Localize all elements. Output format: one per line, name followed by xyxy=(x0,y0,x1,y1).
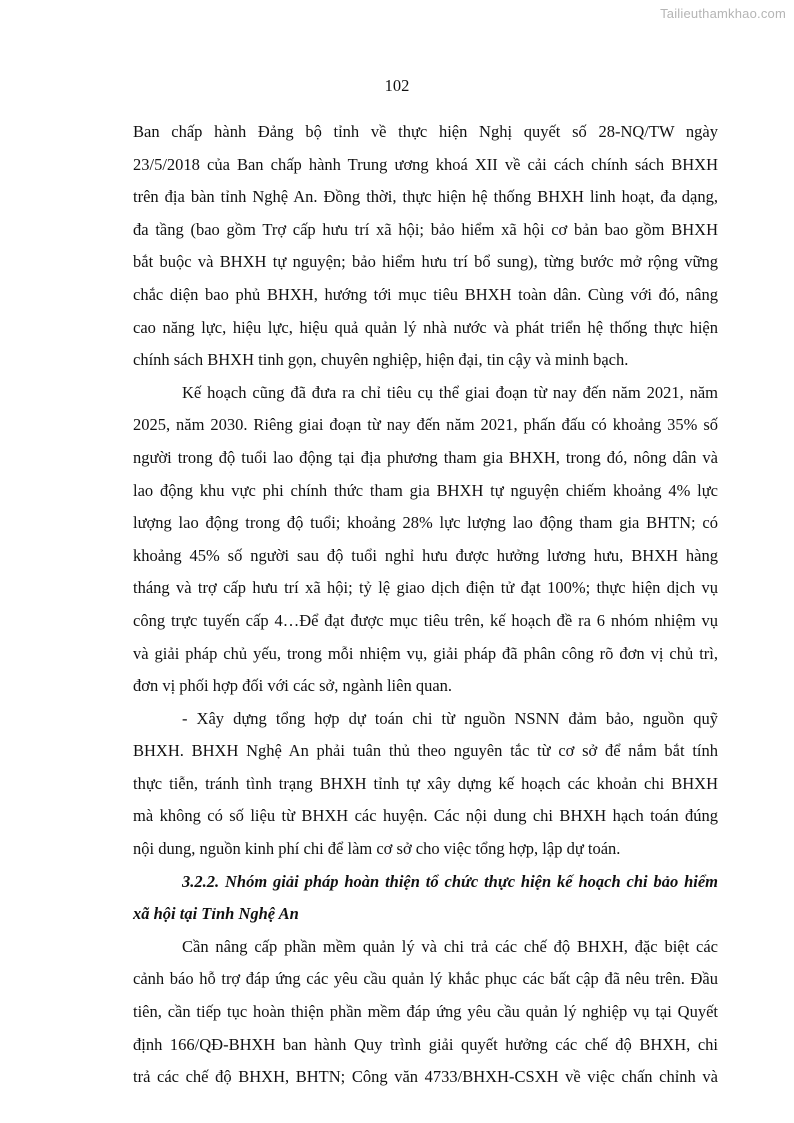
text-line: chắc diện bao phủ BHXH, hướng tới mục tiêu BHXH toàn dân. Cùng với đó, nâng xyxy=(133,284,718,304)
paragraph xyxy=(133,931,718,1094)
text-line: khoảng 45% số người sau độ tuổi nghỉ hưu được hưởng lương hưu, BHXH hàng xyxy=(133,545,718,565)
text-line: thực tiễn, tránh tình trạng BHXH tỉnh tự xây dựng kế hoạch các khoản chi BHXH xyxy=(133,773,718,793)
text-line: lượng lao động trong độ tuổi; khoảng 28% lực lượng lao động tham gia BHTN; có xyxy=(133,513,718,533)
heading-line: 3.2.2. Nhóm giải pháp hoàn thiện tổ chức thực hiện kế hoạch chi bảo hiểm xyxy=(182,871,718,891)
text-line: lao động khu vực phi chính thức tham gia BHXH tự nguyện chiếm khoảng 4% lực xyxy=(133,480,718,500)
text-line: và giải pháp chủ yếu, trong mỗi nhiệm vụ, giải pháp đã phân công rõ đơn vị chủ trì, xyxy=(133,643,718,663)
text-line: 2025, năm 2030. Riêng giai đoạn từ nay đến năm 2021, phấn đấu có khoảng 35% số xyxy=(133,415,718,435)
paragraph xyxy=(133,377,718,703)
text-line: nội dung, nguồn kinh phí chi để làm cơ sở cho việc tổng hợp, lập dự toán. xyxy=(133,839,621,859)
text-line: bắt buộc và BHXH tự nguyện; bảo hiểm hưu trí bổ sung), từng bước mở rộng vững xyxy=(133,252,718,272)
paragraph xyxy=(133,703,718,866)
text-line: trả các chế độ BHXH, BHTN; Công văn 4733/BHXH-CSXH về việc chấn chỉnh và xyxy=(133,1067,718,1087)
text-line: công trực tuyến cấp 4…Để đạt được mục tiêu trên, kế hoạch đề ra 6 nhóm nhiệm vụ xyxy=(133,610,718,630)
text-line: trên địa bàn tỉnh Nghệ An. Đồng thời, thực hiện hệ thống BHXH linh hoạt, đa dạng, xyxy=(133,187,718,207)
text-line: đơn vị phối hợp đối với các sở, ngành liên quan. xyxy=(133,676,453,696)
text-line: chính sách BHXH tinh gọn, chuyên nghiệp, hiện đại, tin cậy và minh bạch. xyxy=(133,350,629,370)
text-line: mà không có số liệu từ BHXH các huyện. Các nội dung chi BHXH hạch toán đúng xyxy=(133,806,718,826)
heading-line: xã hội tại Tỉnh Nghệ An xyxy=(133,904,299,924)
page-number: 102 xyxy=(384,76,410,95)
text-line: - Xây dựng tổng hợp dự toán chi từ nguồn NSNN đảm bảo, nguồn quỹ xyxy=(182,708,718,728)
text-line: 23/5/2018 của Ban chấp hành Trung ương khoá XII về cải cách chính sách BHXH xyxy=(133,154,718,174)
text-line: người trong độ tuổi lao động tại địa phương tham gia BHXH, trong đó, nông dân và xyxy=(133,447,718,467)
text-line: tháng và trợ cấp hưu trí xã hội; tỷ lệ giao dịch điện tử đạt 100%; thực hiện dịch vụ xyxy=(133,578,718,598)
text-line: cảnh báo hỗ trợ đáp ứng các yêu cầu quản lý khắc phục các bất cập đã nêu trên. Đầu xyxy=(133,969,718,989)
text-line: tiên, cần tiếp tục hoàn thiện phần mềm đáp ứng yêu cầu quản lý nghiệp vụ tại Quyết xyxy=(133,1002,718,1022)
watermark: Tailieuthamkhao.com xyxy=(660,6,786,21)
text-line: Ban chấp hành Đảng bộ tỉnh về thực hiện Nghị quyết số 28-NQ/TW ngày xyxy=(133,122,718,141)
text-line: định 166/QĐ-BHXH ban hành Quy trình giải quyết hưởng các chế độ BHXH, chi xyxy=(133,1034,718,1054)
text-line: đa tầng (bao gồm Trợ cấp hưu trí xã hội; bảo hiểm xã hội cơ bản bao gồm BHXH xyxy=(133,219,718,239)
text-line: BHXH. BHXH Nghệ An phải tuân thủ theo nguyên tắc từ cơ sở để nắm bắt tính xyxy=(133,741,718,761)
paragraph xyxy=(133,116,718,377)
text-line: Cần nâng cấp phần mềm quản lý và chi trả các chế độ BHXH, đặc biệt các xyxy=(182,936,718,956)
section-heading xyxy=(133,866,718,931)
document-body xyxy=(133,116,718,1094)
text-line: Kế hoạch cũng đã đưa ra chỉ tiêu cụ thể giai đoạn từ nay đến năm 2021, năm xyxy=(182,382,718,402)
text-line: cao năng lực, hiệu lực, hiệu quả quản lý nhà nước và phát triển hệ thống thực hiện xyxy=(133,317,718,337)
